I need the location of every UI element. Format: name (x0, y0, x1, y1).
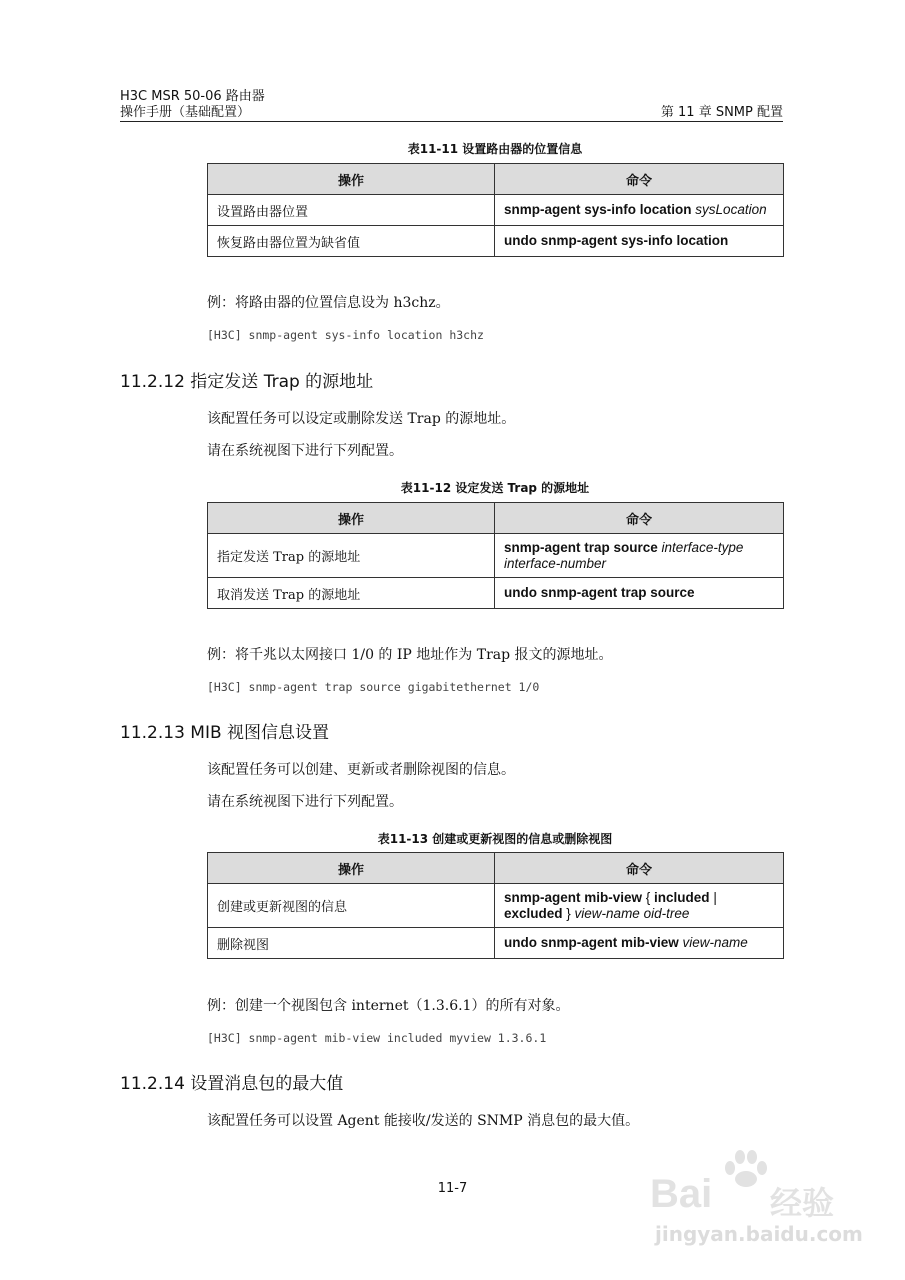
table-row (208, 226, 784, 257)
table-caption: 表11-13 创建或更新视图的信息或删除视图 (377, 832, 613, 846)
command-keyword: snmp-agent trap source (504, 539, 658, 555)
paragraph: 该配置任务可以设置 Agent 能接收/发送的 SNMP 消息包的最大值。 (207, 1113, 640, 1129)
paragraph: 该配置任务可以创建、更新或者删除视图的信息。 (207, 762, 515, 778)
command-cell (495, 195, 784, 226)
command-cell (495, 226, 784, 257)
command-keyword: snmp-agent sys-info location (504, 202, 692, 217)
table-row (208, 928, 784, 959)
operation-cell: 恢复路由器位置为缺省值 (208, 226, 495, 257)
table-header-row (208, 503, 784, 534)
paw-icon (722, 1148, 768, 1188)
example-text: 例：创建一个视图包含 internet（1.3.6.1）的所有对象。 (207, 998, 570, 1014)
command-table (207, 502, 784, 609)
header-manual: 操作手册（基础配置） (120, 105, 251, 120)
column-header-operation: 操作 (208, 853, 495, 884)
watermark-brand: Bai (650, 1172, 713, 1216)
column-header-command: 命令 (495, 164, 784, 195)
command-argument: view-name (682, 935, 748, 950)
operation-cell: 取消发送 Trap 的源地址 (208, 578, 495, 609)
column-header-command: 命令 (495, 503, 784, 534)
section-heading: 11.2.14 设置消息包的最大值 (120, 1074, 344, 1094)
command-cell (495, 534, 784, 578)
table-header-row (208, 853, 784, 884)
header-divider (120, 121, 783, 122)
command-keyword: undo snmp-agent mib-view (504, 935, 679, 950)
example-text: 例：将千兆以太网接口 1/0 的 IP 地址作为 Trap 报文的源地址。 (207, 647, 613, 663)
operation-cell: 设置路由器位置 (208, 195, 495, 226)
table-caption: 表11-11 设置路由器的位置信息 (407, 142, 583, 156)
table-header-row (208, 164, 784, 195)
operation-cell: 删除视图 (208, 928, 495, 959)
command-argument: sysLocation (695, 202, 767, 217)
table-caption: 表11-12 设定发送 Trap 的源地址 (400, 481, 590, 495)
baidu-watermark (650, 1148, 863, 1248)
code-example: [H3C] snmp-agent trap source gigabitethernet 1/0 (207, 680, 540, 694)
code-example: [H3C] snmp-agent mib-view included myview 1.3.6.1 (207, 1031, 547, 1045)
command-keyword: snmp-agent mib-view (504, 889, 643, 905)
section-heading: 11.2.12 指定发送 Trap 的源地址 (120, 372, 374, 392)
code-example: [H3C] snmp-agent sys-info location h3chz (207, 328, 484, 342)
table-row (208, 534, 784, 578)
table-row (208, 884, 784, 928)
paragraph: 请在系统视图下进行下列配置。 (207, 443, 403, 459)
command-argument: interface-type interface-number (504, 539, 744, 571)
option-excluded: excluded (504, 905, 563, 921)
operation-cell: 指定发送 Trap 的源地址 (208, 534, 495, 578)
header-product: H3C MSR 50-06 路由器 (120, 89, 265, 104)
header-chapter: 第 11 章 SNMP 配置 (660, 105, 783, 120)
page-number: 11-7 (437, 1181, 468, 1196)
watermark-url: jingyan.baidu.com (655, 1222, 863, 1246)
example-text: 例：将路由器的位置信息设为 h3chz。 (207, 295, 450, 311)
table-row (208, 195, 784, 226)
paragraph: 请在系统视图下进行下列配置。 (207, 794, 403, 810)
option-separator: | (709, 889, 717, 905)
column-header-operation: 操作 (208, 503, 495, 534)
operation-cell: 创建或更新视图的信息 (208, 884, 495, 928)
command-cell (495, 928, 784, 959)
command-table (207, 163, 784, 257)
watermark-brand-cn: 经验 (770, 1184, 835, 1222)
table-row (208, 578, 784, 609)
column-header-operation: 操作 (208, 164, 495, 195)
command-keyword: undo snmp-agent sys-info location (504, 233, 729, 248)
command-keyword: undo snmp-agent trap source (504, 585, 695, 600)
paragraph: 该配置任务可以设定或删除发送 Trap 的源地址。 (207, 411, 516, 427)
command-argument: view-name oid-tree (574, 905, 690, 921)
brace-open: { (642, 889, 655, 905)
section-heading: 11.2.13 MIB 视图信息设置 (120, 723, 330, 743)
command-table (207, 852, 784, 959)
command-cell (495, 578, 784, 609)
option-included: included (654, 889, 710, 905)
column-header-command: 命令 (495, 853, 784, 884)
command-cell (495, 884, 784, 928)
brace-close: } (562, 905, 575, 921)
